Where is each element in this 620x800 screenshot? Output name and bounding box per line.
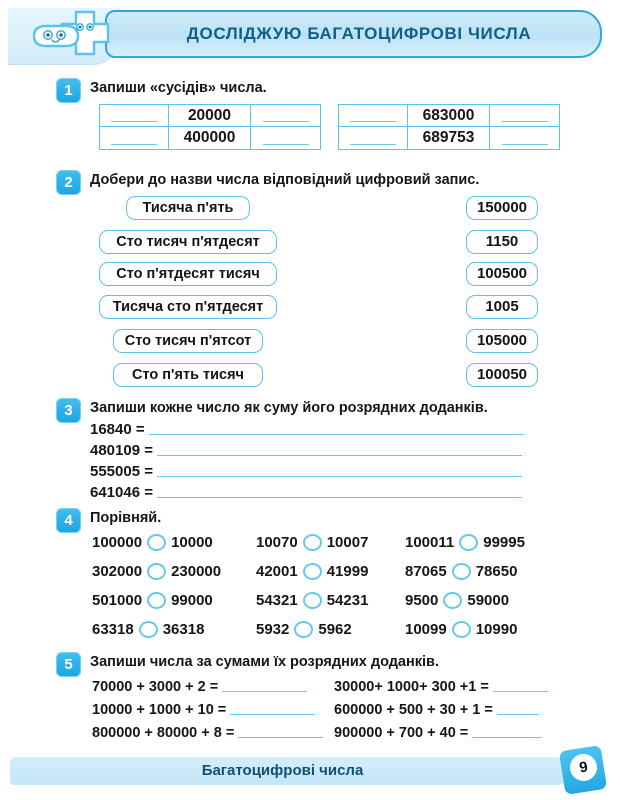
- sum-to-number-row: [334, 679, 548, 695]
- neighbour-blank-cell[interactable]: [490, 104, 560, 127]
- compare-right-value: 99995: [483, 534, 525, 551]
- sum-expression-label: 30000+ 1000+ 300 +1 =: [334, 679, 489, 695]
- write-line: [263, 121, 309, 122]
- compare-right-value: 10000: [171, 534, 213, 551]
- compare-pair: [92, 621, 204, 638]
- number-value-pill[interactable]: 100050: [466, 363, 538, 387]
- number-name-pill[interactable]: Сто п'ять тисяч: [113, 363, 263, 387]
- comparison-sign-circle[interactable]: [303, 563, 322, 580]
- compare-left-value: 42001: [256, 563, 298, 580]
- compare-right-value: 59000: [467, 592, 510, 609]
- comparison-sign-circle[interactable]: [147, 592, 166, 609]
- answer-blank[interactable]: [157, 476, 522, 477]
- exercise-number-badge: 3: [56, 398, 81, 423]
- number-value-pill[interactable]: 150000: [466, 196, 538, 220]
- exercise-instruction: Порівняй.: [90, 510, 162, 526]
- compare-right-value: 230000: [171, 563, 222, 580]
- compare-right-value: 36318: [162, 621, 205, 638]
- given-number-cell: 683000: [408, 104, 490, 127]
- compare-left-value: 501000: [92, 592, 143, 609]
- compare-right-value: 10007: [326, 534, 369, 551]
- sum-expression-label: 800000 + 80000 + 8 =: [92, 725, 235, 741]
- write-line: [350, 144, 396, 145]
- compare-pair: [405, 621, 517, 638]
- compare-pair: [405, 534, 525, 551]
- sum-expression-label: 900000 + 700 + 40 =: [334, 725, 469, 741]
- plus-with-eyes-mascot-icon: [14, 8, 114, 64]
- expand-number-label: 555005 =: [90, 463, 153, 480]
- compare-left-value: 63318: [92, 621, 134, 638]
- expand-number-label: 480109 =: [90, 442, 153, 459]
- write-line: [502, 121, 548, 122]
- compare-left-value: 100000: [92, 534, 143, 551]
- expand-number-label: 641046 =: [90, 484, 153, 501]
- number-name-pill[interactable]: Сто п'ятдесят тисяч: [99, 262, 277, 286]
- expand-number-row: [90, 463, 522, 480]
- comparison-sign-circle[interactable]: [147, 534, 166, 551]
- compare-pair: [92, 592, 213, 609]
- answer-blank[interactable]: [157, 455, 522, 456]
- number-value-pill[interactable]: 105000: [466, 329, 538, 353]
- answer-blank[interactable]: [472, 737, 542, 738]
- compare-pair: [405, 563, 517, 580]
- number-name-pill[interactable]: Сто тисяч п'ятсот: [113, 329, 263, 353]
- answer-blank[interactable]: [222, 691, 307, 692]
- sum-expression-label: 600000 + 500 + 30 + 1 =: [334, 702, 493, 718]
- exercise-instruction: Добери до назви числа відповідний цифровий запис.: [90, 172, 480, 188]
- table-row: [338, 104, 560, 127]
- compare-right-value: 10990: [475, 621, 518, 638]
- answer-blank[interactable]: [157, 497, 522, 498]
- write-line: [111, 121, 157, 122]
- answer-blank[interactable]: [497, 714, 539, 715]
- answer-blank[interactable]: [238, 737, 323, 738]
- expand-number-row: [90, 484, 522, 501]
- expand-number-row: [90, 421, 524, 438]
- neighbour-blank-cell[interactable]: [251, 104, 321, 127]
- sum-to-number-row: [92, 725, 323, 741]
- comparison-sign-circle[interactable]: [147, 563, 166, 580]
- compare-pair: [256, 621, 352, 638]
- exercise-number-badge: 5: [56, 652, 81, 677]
- compare-left-value: 302000: [92, 563, 143, 580]
- exercise-instruction: Запиши числа за сумами їх розрядних доданків.: [90, 654, 439, 670]
- exercise-number-badge: 4: [56, 508, 81, 533]
- comparison-sign-circle[interactable]: [139, 621, 158, 638]
- exercise-instruction: Запиши кожне число як суму його розрядних доданків.: [90, 400, 488, 416]
- write-line: [263, 144, 309, 145]
- compare-pair: [256, 592, 368, 609]
- sum-to-number-row: [334, 725, 542, 741]
- sum-to-number-row: [92, 679, 307, 695]
- neighbour-blank-cell[interactable]: [251, 127, 321, 150]
- comparison-sign-circle[interactable]: [443, 592, 462, 609]
- table-row: [338, 127, 560, 150]
- write-line: [350, 121, 396, 122]
- answer-blank[interactable]: [230, 714, 315, 715]
- number-value-pill[interactable]: 1150: [466, 230, 538, 254]
- comparison-sign-circle[interactable]: [459, 534, 478, 551]
- write-line: [111, 144, 157, 145]
- compare-right-value: 54231: [326, 592, 369, 609]
- neighbour-blank-cell[interactable]: [99, 104, 169, 127]
- given-number-cell: 400000: [169, 127, 251, 150]
- compare-pair: [256, 534, 368, 551]
- answer-blank[interactable]: [493, 691, 548, 692]
- expand-number-label: 16840 =: [90, 421, 145, 438]
- compare-left-value: 54321: [256, 592, 298, 609]
- compare-pair: [92, 563, 221, 580]
- comparison-sign-circle[interactable]: [452, 563, 471, 580]
- page-number: 9: [568, 752, 599, 783]
- sum-expression-label: 70000 + 3000 + 2 =: [92, 679, 219, 695]
- comparison-sign-circle[interactable]: [303, 534, 322, 551]
- footer-title: Багатоцифрові числа: [201, 762, 364, 779]
- exercise-number-badge: 1: [56, 78, 81, 103]
- number-name-pill[interactable]: Тисяча п'ять: [126, 196, 250, 220]
- sum-expression-label: 10000 + 1000 + 10 =: [92, 702, 227, 718]
- exercise-number-badge: 2: [56, 170, 81, 195]
- page-title: ДОСЛІДЖУЮ БАГАТОЦИФРОВІ ЧИСЛА: [186, 24, 532, 43]
- compare-left-value: 10099: [405, 621, 447, 638]
- number-name-pill[interactable]: Сто тисяч п'ятдесят: [99, 230, 277, 254]
- table-row: [99, 104, 321, 127]
- compare-pair: [405, 592, 509, 609]
- sum-to-number-row: [92, 702, 315, 718]
- compare-left-value: 5932: [256, 621, 290, 638]
- sum-to-number-row: [334, 702, 539, 718]
- compare-right-value: 99000: [171, 592, 213, 609]
- given-number-cell: 689753: [408, 127, 490, 150]
- compare-left-value: 9500: [405, 592, 439, 609]
- number-value-pill[interactable]: 100500: [466, 262, 538, 286]
- neighbour-blank-cell[interactable]: [338, 104, 408, 127]
- table-row: [99, 127, 321, 150]
- write-line: [502, 144, 548, 145]
- comparison-sign-circle[interactable]: [294, 621, 313, 638]
- compare-left-value: 87065: [405, 563, 447, 580]
- answer-blank[interactable]: [149, 434, 524, 435]
- expand-number-row: [90, 442, 522, 459]
- compare-pair: [256, 563, 368, 580]
- comparison-sign-circle[interactable]: [303, 592, 322, 609]
- number-name-pill[interactable]: Тисяча сто п'ятдесят: [99, 295, 277, 319]
- compare-right-value: 41999: [326, 563, 369, 580]
- page-header: [0, 6, 620, 68]
- compare-pair: [92, 534, 213, 551]
- neighbour-blank-cell[interactable]: [338, 127, 408, 150]
- number-value-pill[interactable]: 1005: [466, 295, 538, 319]
- compare-right-value: 5962: [318, 621, 352, 638]
- neighbours-table-right: [338, 104, 560, 150]
- neighbour-blank-cell[interactable]: [490, 127, 560, 150]
- compare-right-value: 78650: [475, 563, 518, 580]
- compare-left-value: 10070: [256, 534, 298, 551]
- given-number-cell: 20000: [169, 104, 251, 127]
- neighbours-table-left: [99, 104, 321, 150]
- compare-left-value: 100011: [405, 534, 455, 551]
- comparison-sign-circle[interactable]: [452, 621, 471, 638]
- neighbour-blank-cell[interactable]: [99, 127, 169, 150]
- exercise-instruction: Запиши «сусідів» числа.: [90, 80, 267, 96]
